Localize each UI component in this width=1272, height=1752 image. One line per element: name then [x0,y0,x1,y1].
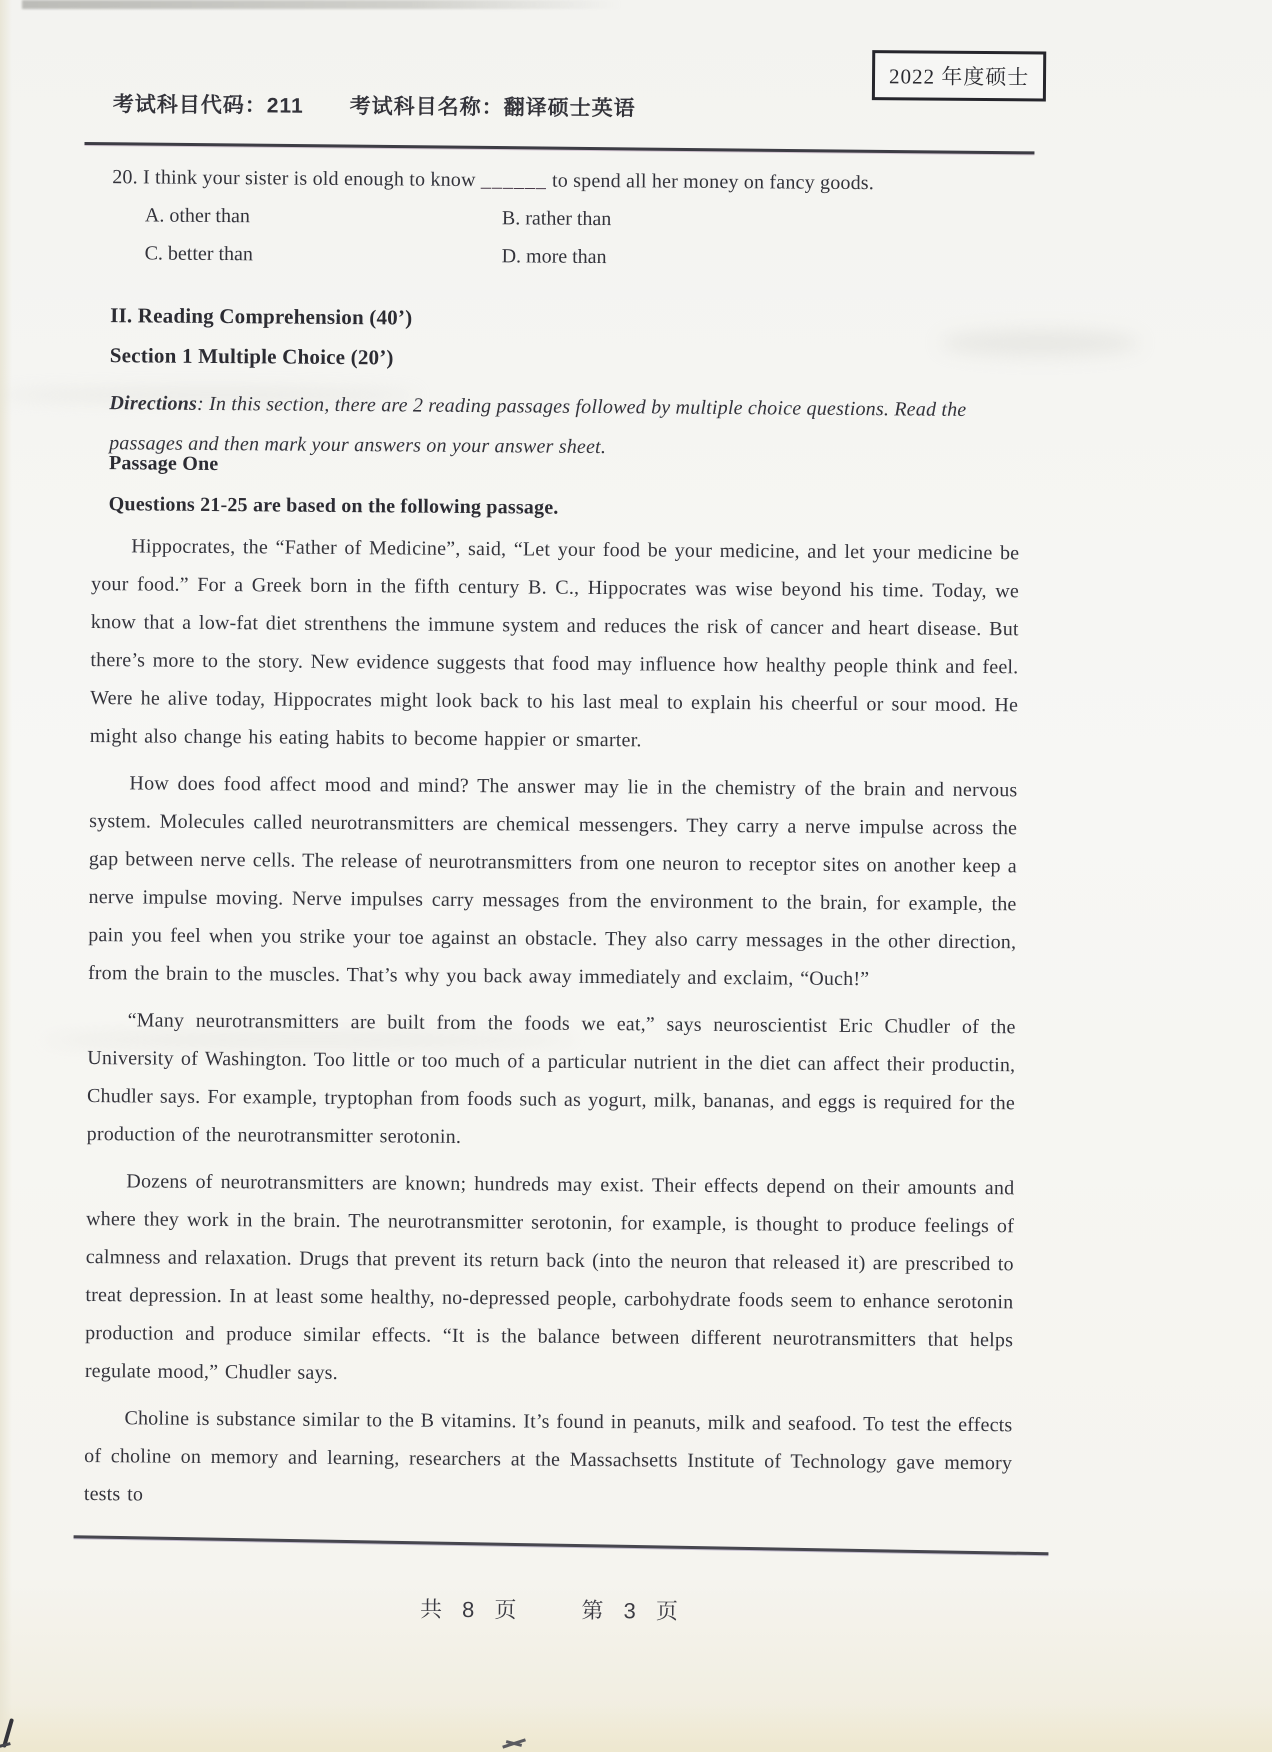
option-label: A. [144,204,165,227]
option-text: more than [525,245,607,269]
exam-subject-name: 考试科目名称：翻译硕士英语 [349,95,636,121]
footer-rule [74,1535,1049,1555]
header-rule [84,142,1034,154]
exam-subject-code: 考试科目代码：211 [112,93,304,118]
footer-total-pages: 共 8 页 [419,1596,524,1623]
passage-paragraph: Hippocrates, the “Father of Medicine”, said, “Let your food be your medicine, and let your medicine be your food.” For a Greek born in the fifth century B. C., Hippocrates was wise beyond his time. Today, we know that a low-fat diet strenthens the immune system and reduces the risk of cancer and heart disease. But there’s more to the story. New evidence suggests that food may influence how healthy people think and feel. Were he alive today, Hippocrates might look back to his last meal to explain his cheerful or sour mood. He might also change his eating habits to become happier or smarter. [89,535,1020,752]
question-stem-before-blank: I think your sister is old enough to know [142,166,476,192]
option-b [502,207,1042,234]
passage-paragraph: “Many neurotransmitters are built from the foods we eat,” says neuroscientist Eric Chudler of the University of Washington. Too little or too much of a particular nutrient in the diet can affect their productin, Chudler says. For example, tryptophan from foods such as yogurt, milk, bananas, and eggs is required for the production of the neurotransmitter serotonin. [86,1009,1016,1148]
option-label: D. [501,245,522,268]
subsection-heading: Section 1 Multiple Choice (20’) [109,343,394,370]
question-20 [112,166,1043,272]
question-blank: ______ [480,169,547,192]
exam-header [113,88,636,122]
passage-label: Passage One [108,452,219,476]
option-a [145,204,502,230]
option-c [145,242,502,268]
year-badge: 2022 年度硕士 [872,50,1047,101]
page-footer [420,1593,685,1626]
passage-body [84,527,1020,1529]
directions-text: : In this section, there are 2 reading passages followed by multiple choice questions. Read the passages and then mark your answers on your answer sheet. [109,392,967,459]
option-d [502,245,1042,272]
option-text: other than [169,204,251,228]
passage-paragraph: How does food affect mood and mind? The answer may lie in the chemistry of the brain and nervous system. Molecules called neurotransmitters are chemical messengers. They carry a nerve impulse across the gap between nerve cells. The release of neurotransmitters from one neuron to receptor sites on another keep a nerve impulse moving. Nerve impulses carry messages from the environment to the brain, for example, the pain you feel when you strike your toe against an obstacle. They also carry messages in the other direction, from the brain to the muscles. That’s why you back away immediately and exclaim, “Ouch!” [87,772,1018,991]
passage-paragraph: Choline is substance similar to the B vitamins. It’s found in peanuts, milk and seafood. To test the effects of choline on memory and learning, researchers at the Massachsetts Institute of Technology gave memory tests to [83,1407,1013,1506]
directions-label: Directions [109,392,198,415]
footer-page-number: 第 3 页 [581,1597,686,1624]
questions-note: Questions 21-25 are based on the following passage. [108,493,559,519]
question-20-options [145,204,1042,272]
option-text: rather than [525,207,612,231]
option-text: better than [167,242,254,266]
question-20-stem [112,166,1042,196]
passage-paragraph: Dozens of neurotransmitters are known; hundreds may exist. Their effects depend on their amounts and where they work in the brain. The neurotransmitter serotonin, for example, is thought to produce feelings of calmness and relaxation. Drugs that prevent its return back (into the neuron that released it) are prescribed to treat depression. In at least some healthy, no-depressed people, carbohydrate foods seem to enhance serotonin production and produce similar effects. “It is the balance between different neurotransmitters that helps regulate mood,” Chudler says. [84,1170,1015,1384]
question-number: 20. [112,166,138,189]
section-heading: II. Reading Comprehension (40’) [110,303,413,330]
option-label: B. [501,207,521,230]
question-stem-after-blank: to spend all her money on fancy goods. [551,169,875,195]
directions [109,383,1035,470]
option-label: C. [144,242,164,265]
